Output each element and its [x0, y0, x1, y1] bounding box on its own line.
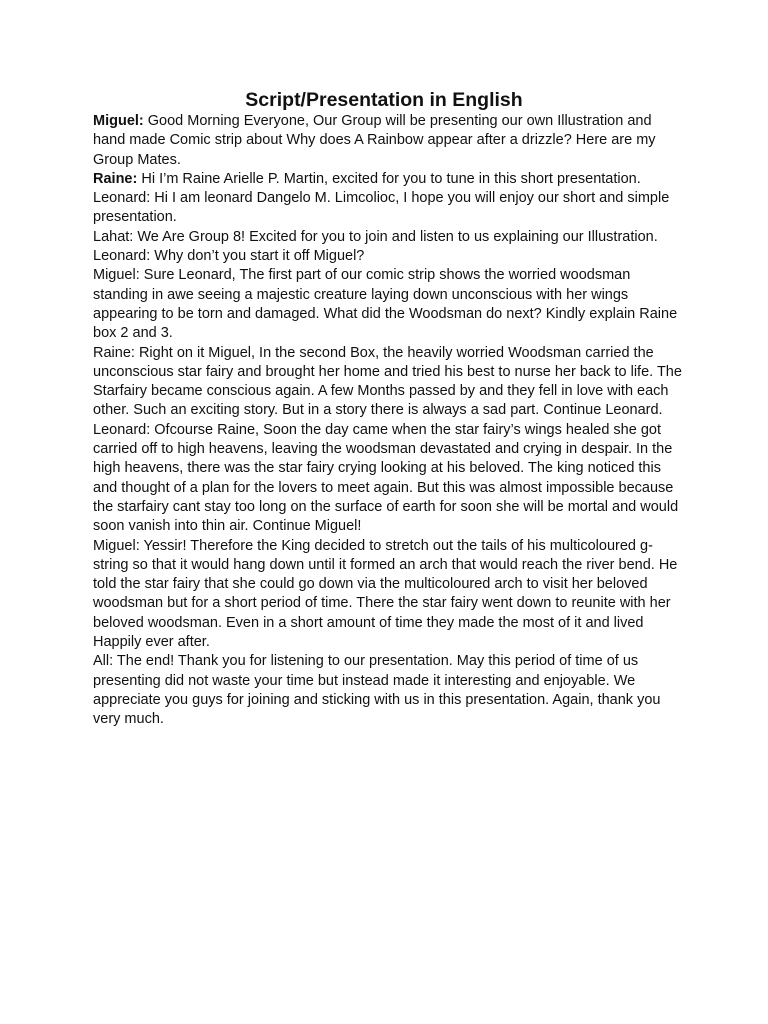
script-body	[93, 112, 683, 730]
speaker-name: Leonard:	[93, 248, 151, 265]
script-line-raine-intro	[93, 170, 683, 189]
script-line-leonard-question	[93, 247, 683, 266]
speaker-name: Miguel:	[93, 113, 144, 129]
speaker-name: Miguel:	[93, 267, 140, 284]
script-line-raine-part2	[93, 344, 683, 421]
script-line-leonard-intro	[93, 189, 683, 228]
dialogue-text: Why don’t you start it off Miguel?	[150, 248, 365, 265]
speaker-name: All:	[93, 653, 114, 670]
script-line-miguel-part1	[93, 266, 683, 343]
speaker-name: Leonard:	[93, 421, 151, 438]
script-line-miguel-part4	[93, 537, 683, 653]
speaker-name: Leonard:	[93, 190, 151, 207]
dialogue-text: We Are Group 8! Excited for you to join and listen to us explaining our Illustration.	[133, 228, 658, 245]
dialogue-text: Good Morning Everyone, Our Group will be presenting our own Illustration and hand made Comic strip about Why does A Rainbow appear after a drizzle? Here are my Group Mates.	[93, 113, 656, 168]
page-title: Script/Presentation in English	[245, 89, 523, 111]
speaker-name: Raine:	[93, 170, 138, 187]
dialogue-text: Sure Leonard, The first part of our comic strip shows the worried woodsman standing in awe seeing a majestic creature laying down unconscious with her wings appearing to be torn and damaged. What did the Woodsman do next? Kindly explain Raine box 2 and 3.	[93, 267, 678, 342]
dialogue-text: Yessir! Therefore the King decided to stretch out the tails of his multicoloured g- string so that it would hang down until it formed an arch that would reach the river bend. He told the star fairy that she could go down via the multicoloured arch to visit her beloved woodsman but for a short period of time. There the star fairy went down to reunite with her beloved woodsman. Even in a short amount of time they made the most of it and lived Happily ever after.	[93, 537, 678, 651]
script-line-lahat	[93, 228, 683, 247]
speaker-name: Miguel:	[93, 537, 140, 554]
dialogue-text: The end! Thank you for listening to our presentation. May this period of time of us presenting did not waste your time but instead made it interesting and enjoyable. We appreciate you guys for joining and sticking with us in this presentation. Again, thank you very much.	[93, 653, 661, 728]
dialogue-text: Ofcourse Raine, Soon the day came when the star fairy’s wings healed she got carried off to high heavens, leaving the woodsman devastated and crying in despair. In the high heavens, there was the star fairy crying looking at his beloved. The king noticed this and thought of a plan for the lovers to meet again. But this was almost impossible because the starfairy cant stay too long on the surface of earth for soon she will be mortal and would soon vanish into thin air. Continue Miguel!	[93, 421, 679, 535]
speaker-name: Raine:	[93, 344, 135, 361]
script-line-miguel-intro	[93, 112, 683, 170]
speaker-name: Lahat:	[93, 228, 134, 245]
dialogue-text: Hi I’m Raine Arielle P. Martin, excited for you to tune in this short presentation.	[137, 170, 641, 187]
script-line-all-ending	[93, 652, 683, 729]
dialogue-text: Hi I am leonard Dangelo M. Limcolioc, I hope you will enjoy our short and simple presentation.	[93, 190, 670, 226]
script-line-leonard-part3	[93, 421, 683, 537]
dialogue-text: Right on it Miguel, In the second Box, the heavily worried Woodsman carried the unconscious star fairy and brought her home and tried his best to nurse her back to life. The Starfairy became conscious again. A few Months passed by and they fell in love with each other. Such an exciting story. But in a story there is always a sad part. Continue Leonard.	[93, 344, 682, 419]
